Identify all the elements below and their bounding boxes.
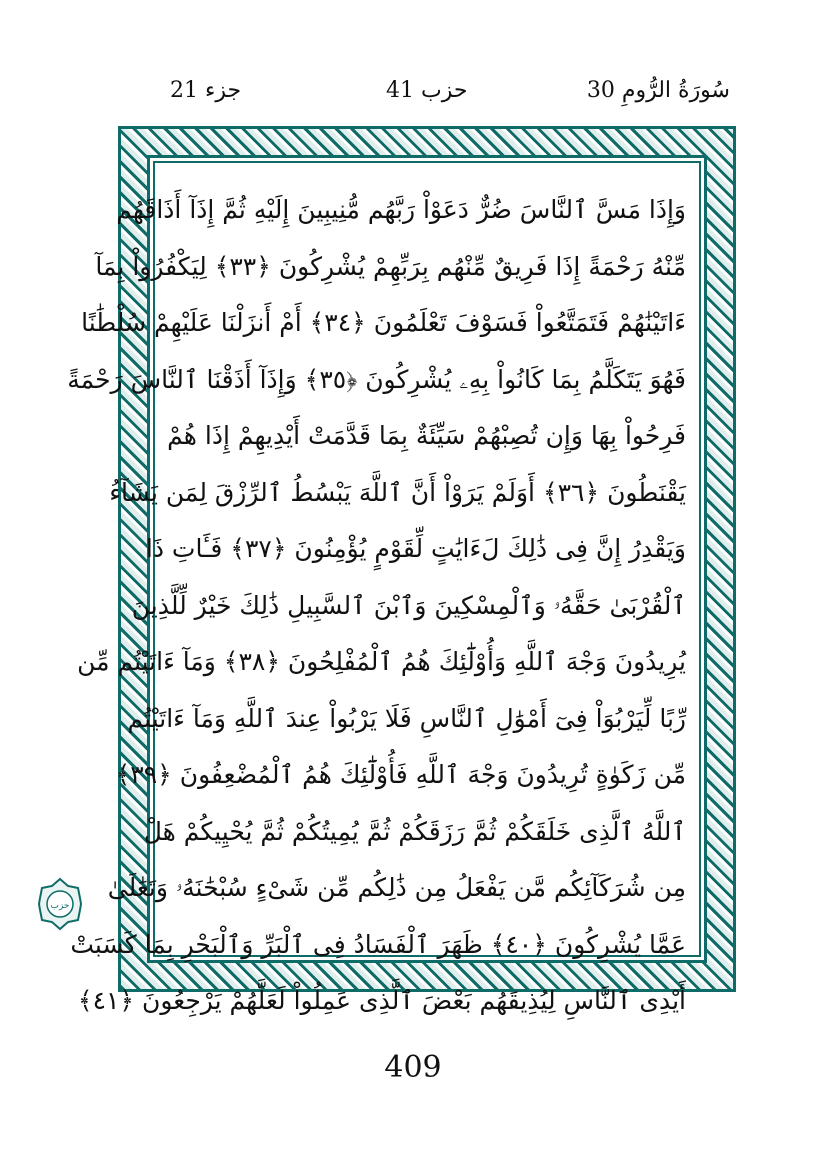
decorative-frame — [67, 126, 736, 1015]
text-line: ءَاتَيْنَٰهُمْ فَتَمَتَّعُواْ فَسَوْفَ تَعْلَمُونَ ﴿٣٤﴾ أَمْ أَنزَلْنَا عَلَيْهِمْ سُلْطَٰنًا — [81, 308, 686, 337]
text-line: مِّن زَكَوٰةٍ تُرِيدُونَ وَجْهَ ٱللَّهِ فَأُوْلَٰٓئِكَ هُمُ ٱلْمُضْعِفُونَ ﴿٣٩﴾ — [115, 760, 686, 789]
quran-text — [67, 182, 686, 1015]
text-line: ٱلْقُرْبَىٰ حَقَّهُۥ وَٱلْمِسْكِينَ وَٱبْنَ ٱلسَّبِيلِ ذَٰلِكَ خَيْرٌ لِّلَّذِينَ — [131, 590, 686, 620]
surah-title: 30 سُورَةُ الرُّومِ — [586, 78, 730, 103]
text-line: يُرِيدُونَ وَجْهَ ٱللَّهِ وَأُوْلَٰٓئِكَ هُمُ ٱلْمُفْلِحُونَ ﴿٣٨﴾ وَمَآ ءَاتَيْتُم مِّن — [77, 647, 686, 676]
text-line: ٱللَّهُ ٱلَّذِى خَلَقَكُمْ ثُمَّ رَزَقَكُمْ ثُمَّ يُمِيتُكُمْ ثُمَّ يُحْيِيكُمْ هَلْ — [143, 816, 686, 846]
page-number: 409 — [384, 1050, 442, 1085]
text-line: وَإِذَا مَسَّ ٱلنَّاسَ ضُرٌّ دَعَوْاْ رَبَّهُم مُّنِيبِينَ إِلَيْهِ ثُمَّ إِذَآ أَذَاقَهُم — [116, 195, 686, 224]
text-line: رِّبًا لِّيَرْبُوَاْ فِىٓ أَمْوَٰلِ ٱلنَّاسِ فَلَا يَرْبُواْ عِندَ ٱللَّهِ وَمَآ ءَاتَيْتُم — [127, 703, 686, 733]
text-line: فَرِحُواْ بِهَا وَإِن تُصِبْهُمْ سَيِّئَةٌ بِمَا قَدَّمَتْ أَيْدِيهِمْ إِذَا هُمْ — [167, 421, 686, 450]
hizb-marker-label: حزب — [50, 901, 70, 911]
text-panel — [67, 155, 707, 1015]
hizb-marker-icon — [38, 878, 82, 930]
text-line: أَيْدِى ٱلنَّاسِ لِيُذِيقَهُم بَعْضَ ٱلَّذِى عَمِلُواْ لَعَلَّهُمْ يَرْجِعُونَ ﴿٤١﴾ — [77, 986, 686, 1015]
text-line: مِّنْهُ رَحْمَةً إِذَا فَرِيقٌ مِّنْهُم بِرَبِّهِمْ يُشْرِكُونَ ﴿٣٣﴾ لِيَكْفُرُواْ بِمَآ — [95, 251, 686, 281]
text-line: عَمَّا يُشْرِكُونَ ﴿٤٠﴾ ظَهَرَ ٱلْفَسَادُ فِى ٱلْبَرِّ وَٱلْبَحْرِ بِمَا كَسَبَتْ — [70, 929, 686, 959]
text-line: وَيَقْدِرُ إِنَّ فِى ذَٰلِكَ لَءَايَٰتٍ لِّقَوْمٍ يُؤْمِنُونَ ﴿٣٧﴾ فَـَٔاتِ ذَا — [145, 534, 686, 563]
text-line: مِن شُرَكَآئِكُم مَّن يَفْعَلُ مِن ذَٰلِكُم مِّن شَىْءٍ سُبْحَٰنَهُۥ وَتَعَٰلَىٰ — [107, 873, 686, 902]
page-header — [150, 78, 730, 118]
hizb-label: حزب 41 — [386, 78, 468, 103]
text-line: فَهُوَ يَتَكَلَّمُ بِمَا كَانُواْ بِهِۦ يُشْرِكُونَ ﴿٣٥﴾ وَإِذَآ أَذَقْنَا ٱلنَّاسَ رَحْمَةً — [67, 364, 686, 394]
juz-label: جزء 21 — [170, 78, 242, 103]
text-line: يَقْنَطُونَ ﴿٣٦﴾ أَوَلَمْ يَرَوْاْ أَنَّ ٱللَّهَ يَبْسُطُ ٱلرِّزْقَ لِمَن يَشَآءُ — [109, 477, 686, 507]
